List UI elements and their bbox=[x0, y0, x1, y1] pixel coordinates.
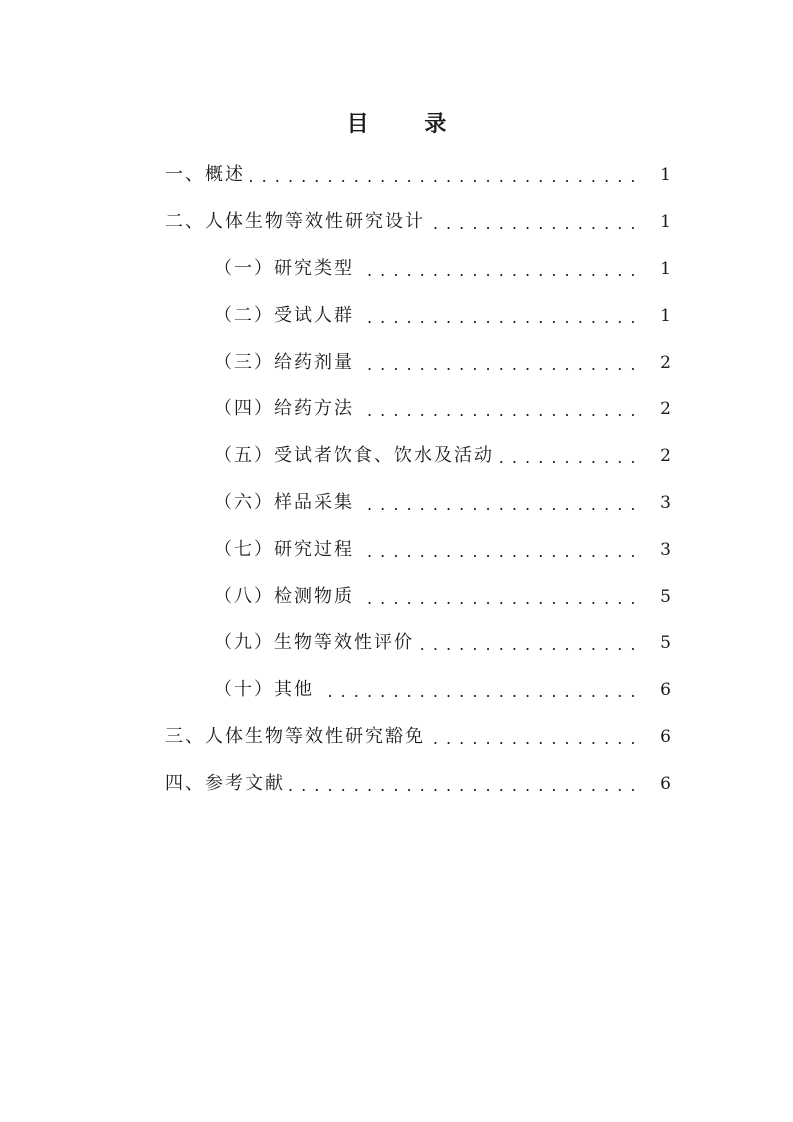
toc-leader-dots bbox=[358, 490, 637, 516]
toc-entry-page: 5 bbox=[660, 586, 671, 607]
toc-entry-text: （十）其他 bbox=[214, 679, 314, 701]
toc-leader-dots bbox=[498, 443, 637, 469]
toc-leader-dots bbox=[358, 584, 637, 610]
toc-entry[interactable] bbox=[0, 714, 793, 761]
toc-entry-text: （八）检测物质 bbox=[214, 585, 354, 607]
toc-entry-page: 3 bbox=[660, 539, 671, 560]
toc-entry-page: 1 bbox=[660, 258, 671, 279]
toc-entry-page: 5 bbox=[660, 633, 671, 654]
toc-entry[interactable] bbox=[0, 433, 793, 480]
toc-entry-text: （二）受试人群 bbox=[214, 304, 354, 326]
toc-entry-page: 2 bbox=[660, 446, 671, 467]
toc-entry[interactable] bbox=[0, 246, 793, 293]
toc-entry-page: 6 bbox=[660, 773, 671, 794]
toc-leader-dots bbox=[358, 396, 637, 422]
toc-entry[interactable] bbox=[0, 480, 793, 527]
toc-leader-dots bbox=[358, 537, 637, 563]
toc-leader-dots bbox=[429, 209, 637, 235]
toc-leader-dots bbox=[289, 771, 637, 797]
toc-leader-dots bbox=[249, 162, 637, 188]
toc-entry[interactable] bbox=[0, 620, 793, 667]
toc-entry-text: （四）给药方法 bbox=[214, 398, 354, 420]
toc-entry[interactable] bbox=[0, 573, 793, 620]
toc-entry[interactable] bbox=[0, 760, 793, 807]
toc-entry-page: 1 bbox=[660, 305, 671, 326]
toc-leader-dots bbox=[358, 303, 637, 329]
toc-entry-text: （六）样品采集 bbox=[214, 491, 354, 513]
toc-list bbox=[0, 152, 793, 807]
toc-entry-page: 1 bbox=[660, 165, 671, 186]
toc-leader-dots bbox=[429, 724, 637, 750]
toc-entry[interactable] bbox=[0, 152, 793, 199]
toc-entry-page: 2 bbox=[660, 399, 671, 420]
toc-entry[interactable] bbox=[0, 339, 793, 386]
toc-entry-text: （九）生物等效性评价 bbox=[214, 632, 414, 654]
toc-entry[interactable] bbox=[0, 667, 793, 714]
toc-entry-text: 二、人体生物等效性研究设计 bbox=[165, 211, 425, 233]
toc-entry[interactable] bbox=[0, 199, 793, 246]
toc-entry-page: 2 bbox=[660, 352, 671, 373]
toc-entry-text: （一）研究类型 bbox=[214, 257, 354, 279]
toc-entry-text: （三）给药剂量 bbox=[214, 351, 354, 373]
toc-entry-text: （七）研究过程 bbox=[214, 538, 354, 560]
toc-entry-page: 3 bbox=[660, 492, 671, 513]
toc-entry-page: 6 bbox=[660, 726, 671, 747]
toc-entry-page: 6 bbox=[660, 680, 671, 701]
toc-title: 目 录 bbox=[346, 112, 471, 137]
toc-entry-text: 三、人体生物等效性研究豁免 bbox=[165, 725, 425, 747]
toc-entry-page: 1 bbox=[660, 212, 671, 233]
toc-leader-dots bbox=[318, 677, 637, 703]
toc-entry-text: 四、参考文献 bbox=[165, 772, 285, 794]
toc-entry[interactable] bbox=[0, 526, 793, 573]
toc-entry[interactable] bbox=[0, 386, 793, 433]
toc-entry-text: （五）受试者饮食、饮水及活动 bbox=[214, 445, 494, 467]
toc-entry[interactable] bbox=[0, 292, 793, 339]
toc-leader-dots bbox=[418, 630, 637, 656]
toc-leader-dots bbox=[358, 256, 637, 282]
toc-leader-dots bbox=[358, 350, 637, 376]
toc-entry-text: 一、概述 bbox=[165, 164, 245, 186]
